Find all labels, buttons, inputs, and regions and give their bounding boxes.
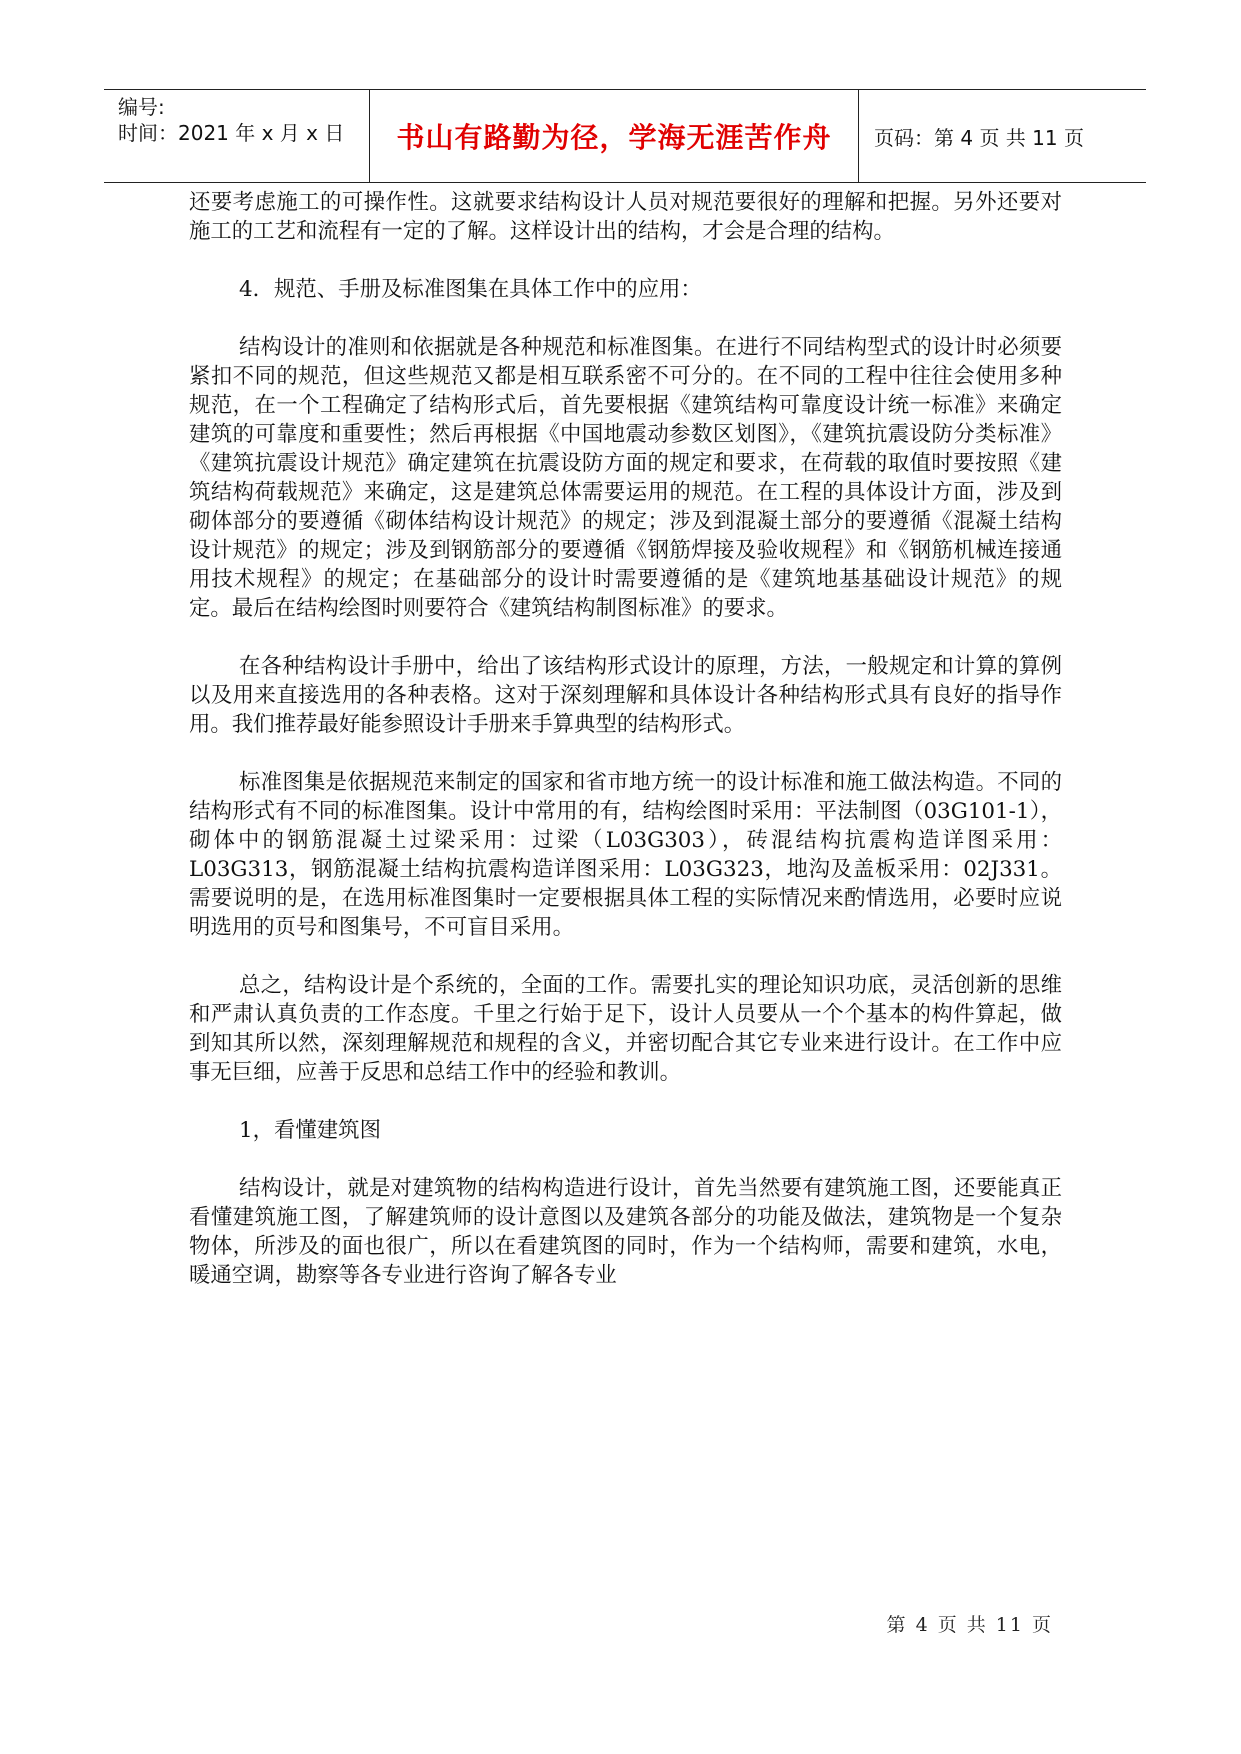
section-heading-standards: 4．规范、手册及标准图集在具体工作中的应用： <box>239 277 702 302</box>
paragraph-summary: 总之，结构设计是个系统的，全面的工作。需要扎实的理论知识功底，灵活创新的思维和严肃认真负责的工作态度。千里之行始于足下，设计人员要从一个个基本的构件算起，做到知其所以然，深刻理解规范和规程的含义，并密切配合其它专业来进行设计。在工作中应事无巨细，应善于反思和总结工作中的经验和教训。 <box>189 973 1062 1085</box>
paragraph-design-manuals: 在各种结构设计手册中，给出了该结构形式设计的原理，方法，一般规定和计算的算例以及用来直接选用的各种表格。这对于深刻理解和具体设计各种结构形式具有良好的指导作用。我们推荐最好能参照设计手册来手算典型的结构形式。 <box>189 654 1062 737</box>
paragraph-architecture-drawings: 结构设计，就是对建筑物的结构构造进行设计，首先当然要有建筑施工图，还要能真正看懂建筑施工图，了解建筑师的设计意图以及建筑各部分的功能及做法，建筑物是一个复杂物体，所涉及的面也很广，所以在看建筑图的同时，作为一个结构师，需要和建筑，水电，暖通空调，勘察等各专业进行咨询了解各专业 <box>189 1176 1062 1288</box>
section-heading-read-architecture: 1，看懂建筑图 <box>239 1118 381 1143</box>
header-divider-left <box>369 90 370 182</box>
time-label: 时间：2021 年 x 月 x 日 <box>118 121 345 145</box>
document-header <box>104 89 1146 183</box>
serial-number-label: 编号: <box>118 95 165 119</box>
header-motto: 书山有路勤为径，学海无涯苦作舟 <box>396 121 832 154</box>
paragraph-design-codes: 结构设计的准则和依据就是各种规范和标准图集。在进行不同结构型式的设计时必须要紧扣不同的规范，但这些规范又都是相互联系密不可分的。在不同的工程中往往会使用多种规范，在一个工程确定了结构形式后，首先要根据《建筑结构可靠度设计统一标准》来确定建筑的可靠度和重要性；然后再根据《中国地震动参数区划图》，《建筑抗震设防分类标准》《建筑抗震设计规范》确定建筑在抗震设防方面的规定和要求，在荷载的取值时要按照《建筑结构荷载规范》来确定，这是建筑总体需要运用的规范。在工程的具体设计方面，涉及到砌体部分的要遵循《砌体结构设计规范》的规定；涉及到混凝土部分的要遵循《混凝土结构设计规范》的规定；涉及到钢筋部分的要遵循《钢筋焊接及验收规程》和《钢筋机械连接通用技术规程》的规定；在基础部分的设计时需要遵循的是《建筑地基基础设计规范》的规定。最后在结构绘图时则要符合《建筑结构制图标准》的要求。 <box>189 335 1062 621</box>
paragraph-construction-feasibility: 还要考虑施工的可操作性。这就要求结构设计人员对规范要很好的理解和把握。另外还要对施工的工艺和流程有一定的了解。这样设计出的结构，才会是合理的结构。 <box>189 190 1062 244</box>
header-page-info: 页码：第 4 页 共 11 页 <box>874 125 1084 150</box>
page-footer: 第 4 页 共 11 页 <box>886 1614 1053 1636</box>
header-left-block <box>118 94 368 146</box>
header-divider-right <box>858 90 859 182</box>
paragraph-standard-atlases: 标准图集是依据规范来制定的国家和省市地方统一的设计标准和施工做法构造。不同的结构形式有不同的标准图集。设计中常用的有，结构绘图时采用：平法制图（03G101-1），砌体中的钢筋混凝土过梁采用：过梁（L03G303），砖混结构抗震构造详图采用：L03G313，钢筋混凝土结构抗震构造详图采用：L03G323，地沟及盖板采用：02J331。需要说明的是，在选用标准图集时一定要根据具体工程的实际情况来酌情选用，必要时应说明选用的页号和图集号，不可盲目采用。 <box>189 770 1062 940</box>
document-body <box>189 188 1062 1290</box>
